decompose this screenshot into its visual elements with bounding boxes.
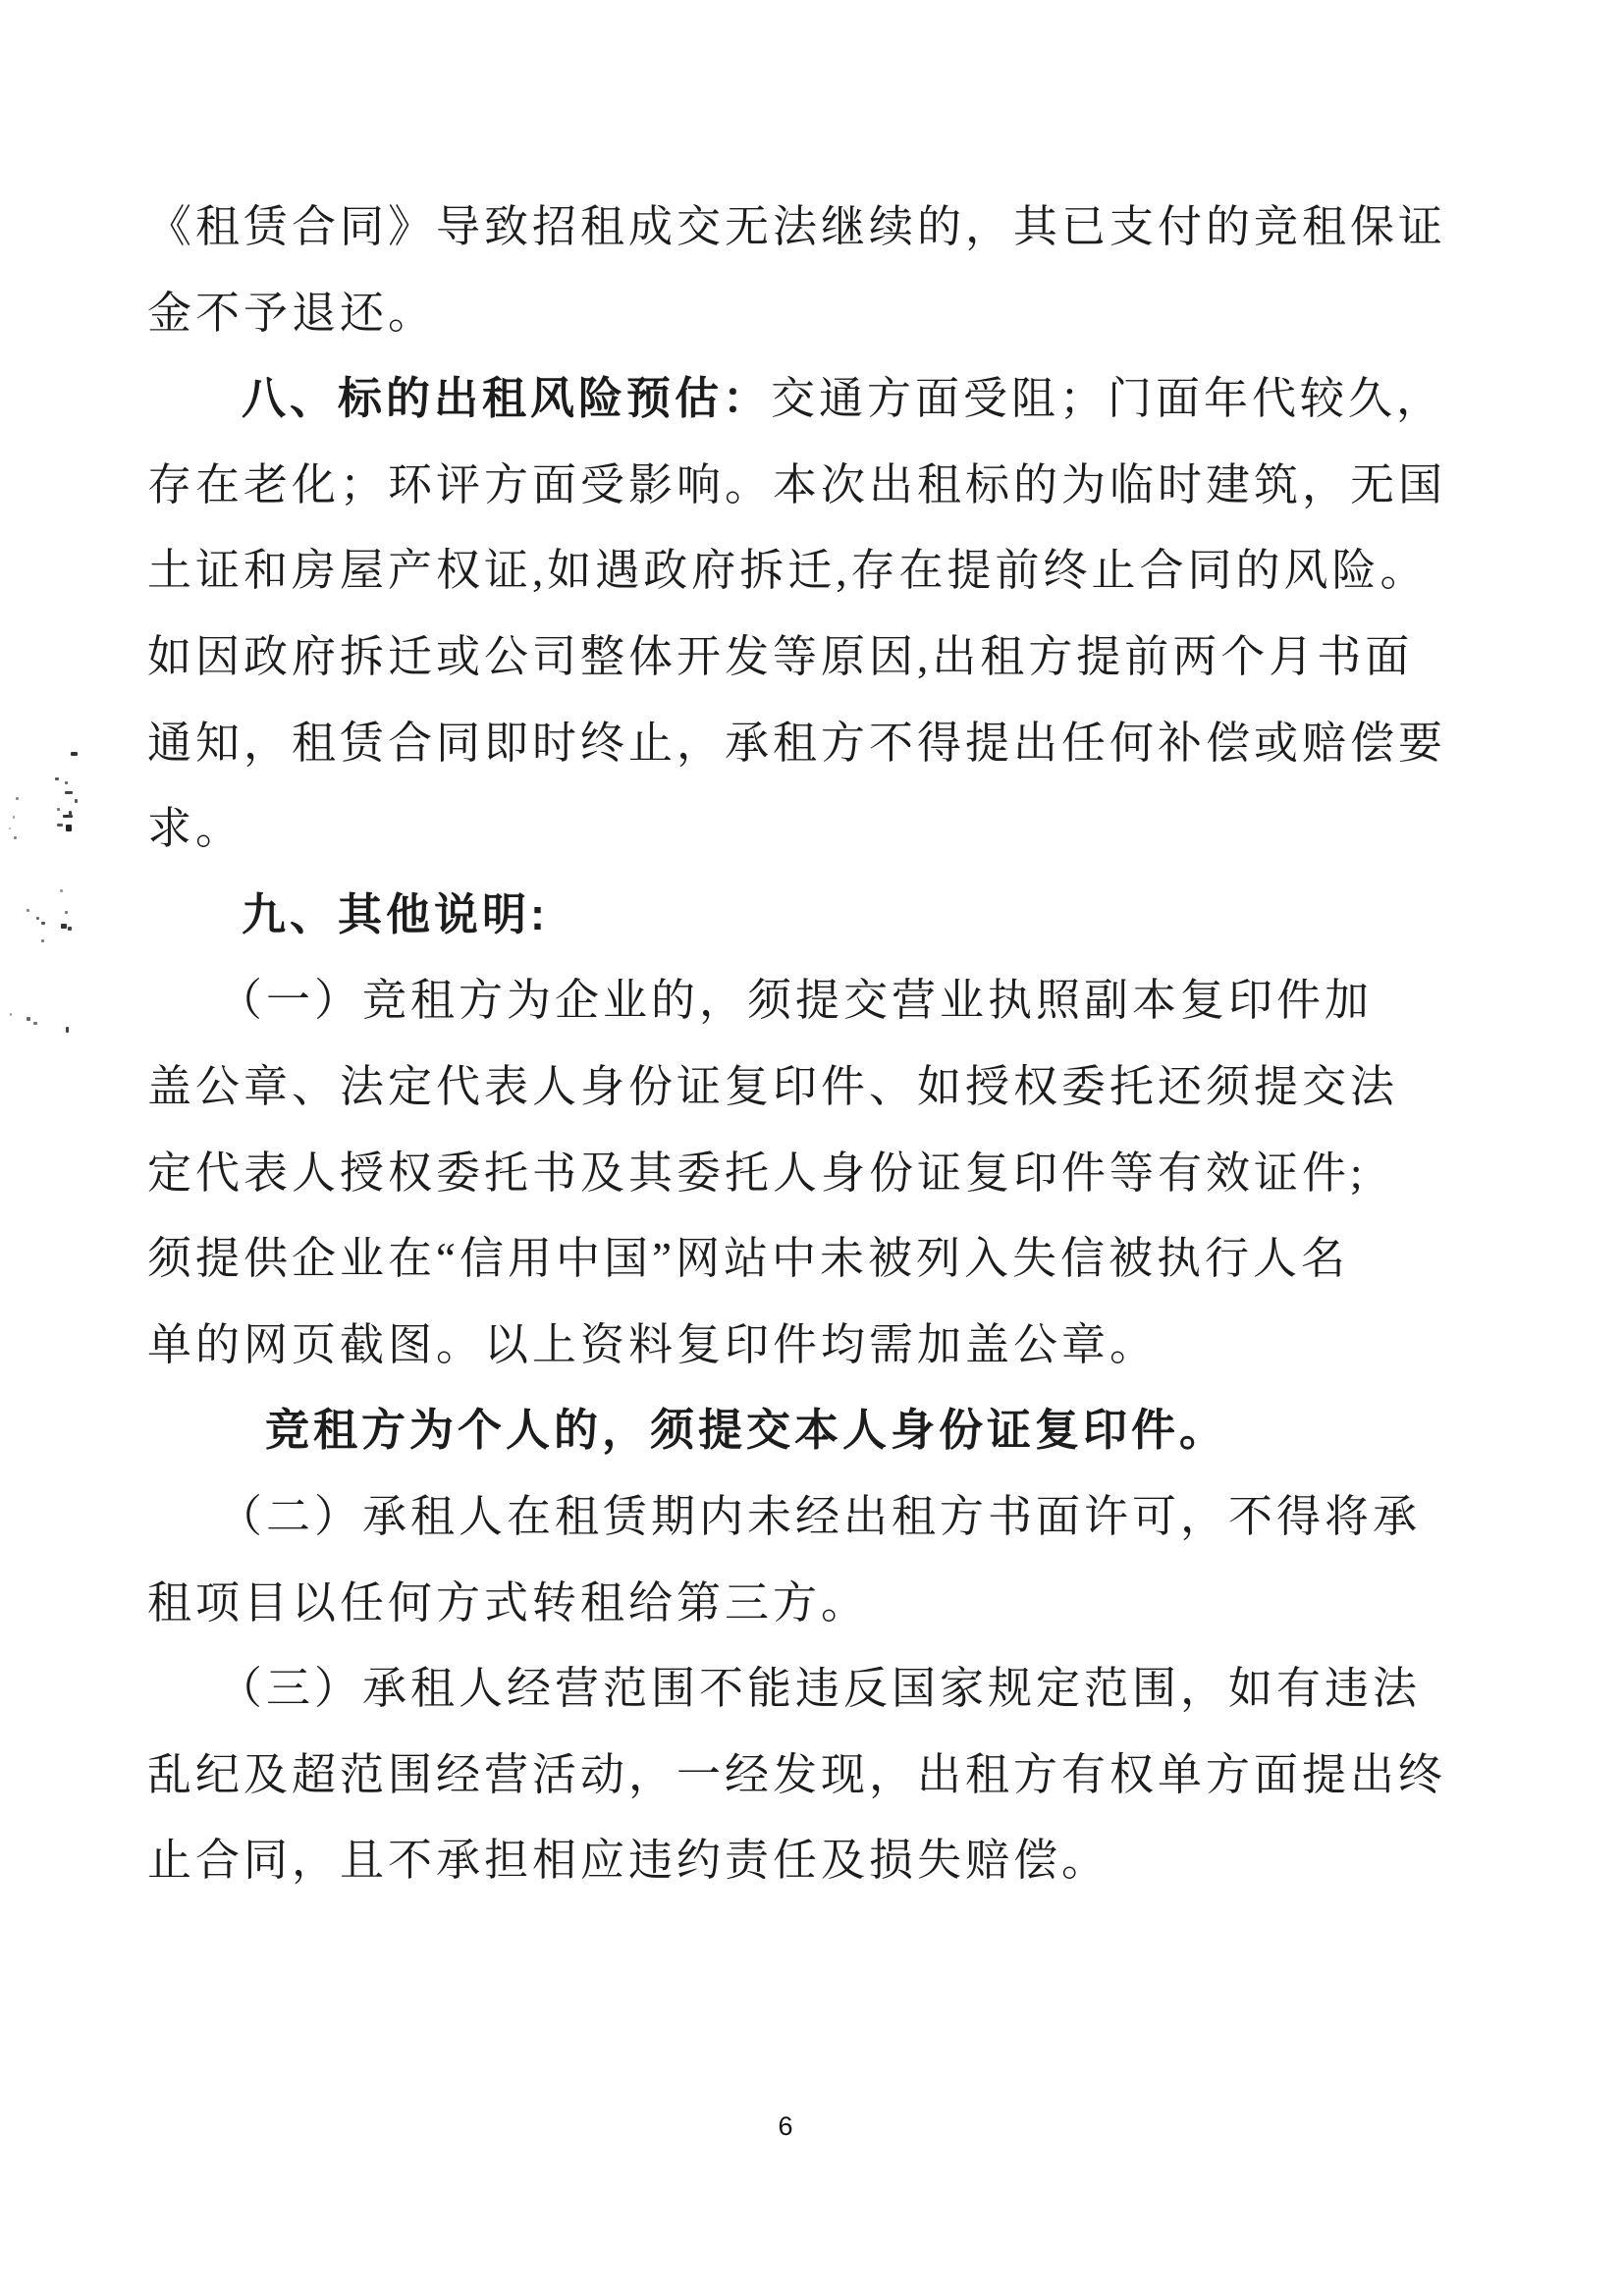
page-number: 6 xyxy=(778,2111,793,2141)
scan-speck xyxy=(65,911,68,914)
scan-speck xyxy=(57,824,63,827)
text-segment: 土证和房屋产权证,如遇政府拆迁,存在提前终止合同的风险。 xyxy=(147,546,1429,596)
scan-speck xyxy=(65,781,68,784)
scan-speck xyxy=(75,799,78,803)
text-segment-emphasis: 八、标的出租风险预估： xyxy=(242,373,772,424)
text-line xyxy=(147,1817,1502,1903)
text-line xyxy=(147,1473,1573,1560)
text-line xyxy=(147,1130,1502,1216)
text-segment: 租项目以任何方式转租给第三方。 xyxy=(147,1577,870,1628)
scan-speck xyxy=(16,797,19,800)
text-segment: 《租赁合同》导致招租成交无法继续的，其已支付的竞租保证 xyxy=(147,202,1447,251)
text-segment: 定代表人授权委托书及其委托人身份证复印件等有效证件; xyxy=(147,1148,1367,1198)
scan-speck xyxy=(27,909,29,912)
text-segment: 通知，租赁合同即时终止，承租方不得提出任何补偿或赔偿要 xyxy=(147,718,1447,768)
scan-speck xyxy=(27,1017,30,1021)
text-line xyxy=(147,1387,1620,1473)
text-segment: （二）承租人在租赁期内未经出租方书面许可，不得将承 xyxy=(218,1492,1422,1541)
text-segment: （一）竞租方为企业的，须提交营业执照副本复印件加 xyxy=(218,976,1374,1026)
scan-speck xyxy=(68,927,72,931)
text-line xyxy=(147,785,1502,872)
scan-speck xyxy=(36,917,39,920)
text-segment: 盖公章、法定代表人身份证复印件、如授权委托还须提交法 xyxy=(147,1062,1399,1111)
text-line xyxy=(147,1215,1502,1302)
text-line xyxy=(147,1560,1502,1646)
scan-speck xyxy=(69,811,72,817)
text-line xyxy=(147,184,1502,270)
text-segment: 存在老化；环评方面受影响。本次出租标的为临时建筑，无国 xyxy=(147,459,1447,509)
scan-speck xyxy=(41,939,44,942)
text-segment: 求。 xyxy=(147,804,244,854)
text-segment: 止合同，且不承担相应违约责任及损失赔偿。 xyxy=(147,1836,1110,1886)
text-segment: 交通方面受阻；门面年代较久， xyxy=(771,374,1445,424)
scan-speck xyxy=(61,924,67,929)
text-line xyxy=(147,527,1502,614)
scan-speck xyxy=(41,922,45,925)
scan-speck xyxy=(10,1013,12,1016)
text-segment: 须提供企业在“信用中国”网站中未被列入失信被执行人名 xyxy=(147,1234,1349,1284)
text-line xyxy=(147,872,1596,958)
text-line xyxy=(147,355,1596,442)
text-line xyxy=(147,1732,1502,1818)
scan-speck xyxy=(71,752,78,756)
text-segment: 乱纪及超范围经营活动，一经发现，出租方有权单方面提出终 xyxy=(147,1749,1447,1799)
scan-speck xyxy=(9,828,11,829)
text-line xyxy=(147,700,1502,786)
scan-speck xyxy=(65,791,73,794)
text-line xyxy=(147,1043,1502,1130)
scan-speck xyxy=(55,777,59,780)
body-text xyxy=(147,0,1502,2296)
scan-speck xyxy=(66,1027,69,1033)
text-segment: （三）承租人经营范围不能违反国家规定范围，如有违法 xyxy=(218,1664,1422,1714)
scan-speck xyxy=(60,889,63,892)
scan-speck xyxy=(57,808,60,811)
text-line xyxy=(147,957,1573,1043)
text-segment-emphasis: 竞租方为个人的，须提交本人身份证复印件。 xyxy=(265,1406,1228,1456)
scan-speck xyxy=(33,1022,37,1025)
text-line xyxy=(147,442,1502,528)
text-segment: 单的网页截图。以上资料复印件均需加盖公章。 xyxy=(147,1319,1159,1369)
scan-speck xyxy=(66,825,72,831)
text-line xyxy=(147,1645,1573,1732)
scan-speck xyxy=(14,836,17,839)
text-segment: 如因政府拆迁或公司整体开发等原因,出租方提前两个月书面 xyxy=(147,632,1414,681)
scan-speck xyxy=(13,816,15,819)
text-line xyxy=(147,1302,1502,1388)
text-line xyxy=(147,270,1502,356)
text-line xyxy=(147,614,1502,700)
text-segment-emphasis: 九、其他说明: xyxy=(242,888,549,939)
text-segment: 金不予退还。 xyxy=(147,288,437,338)
